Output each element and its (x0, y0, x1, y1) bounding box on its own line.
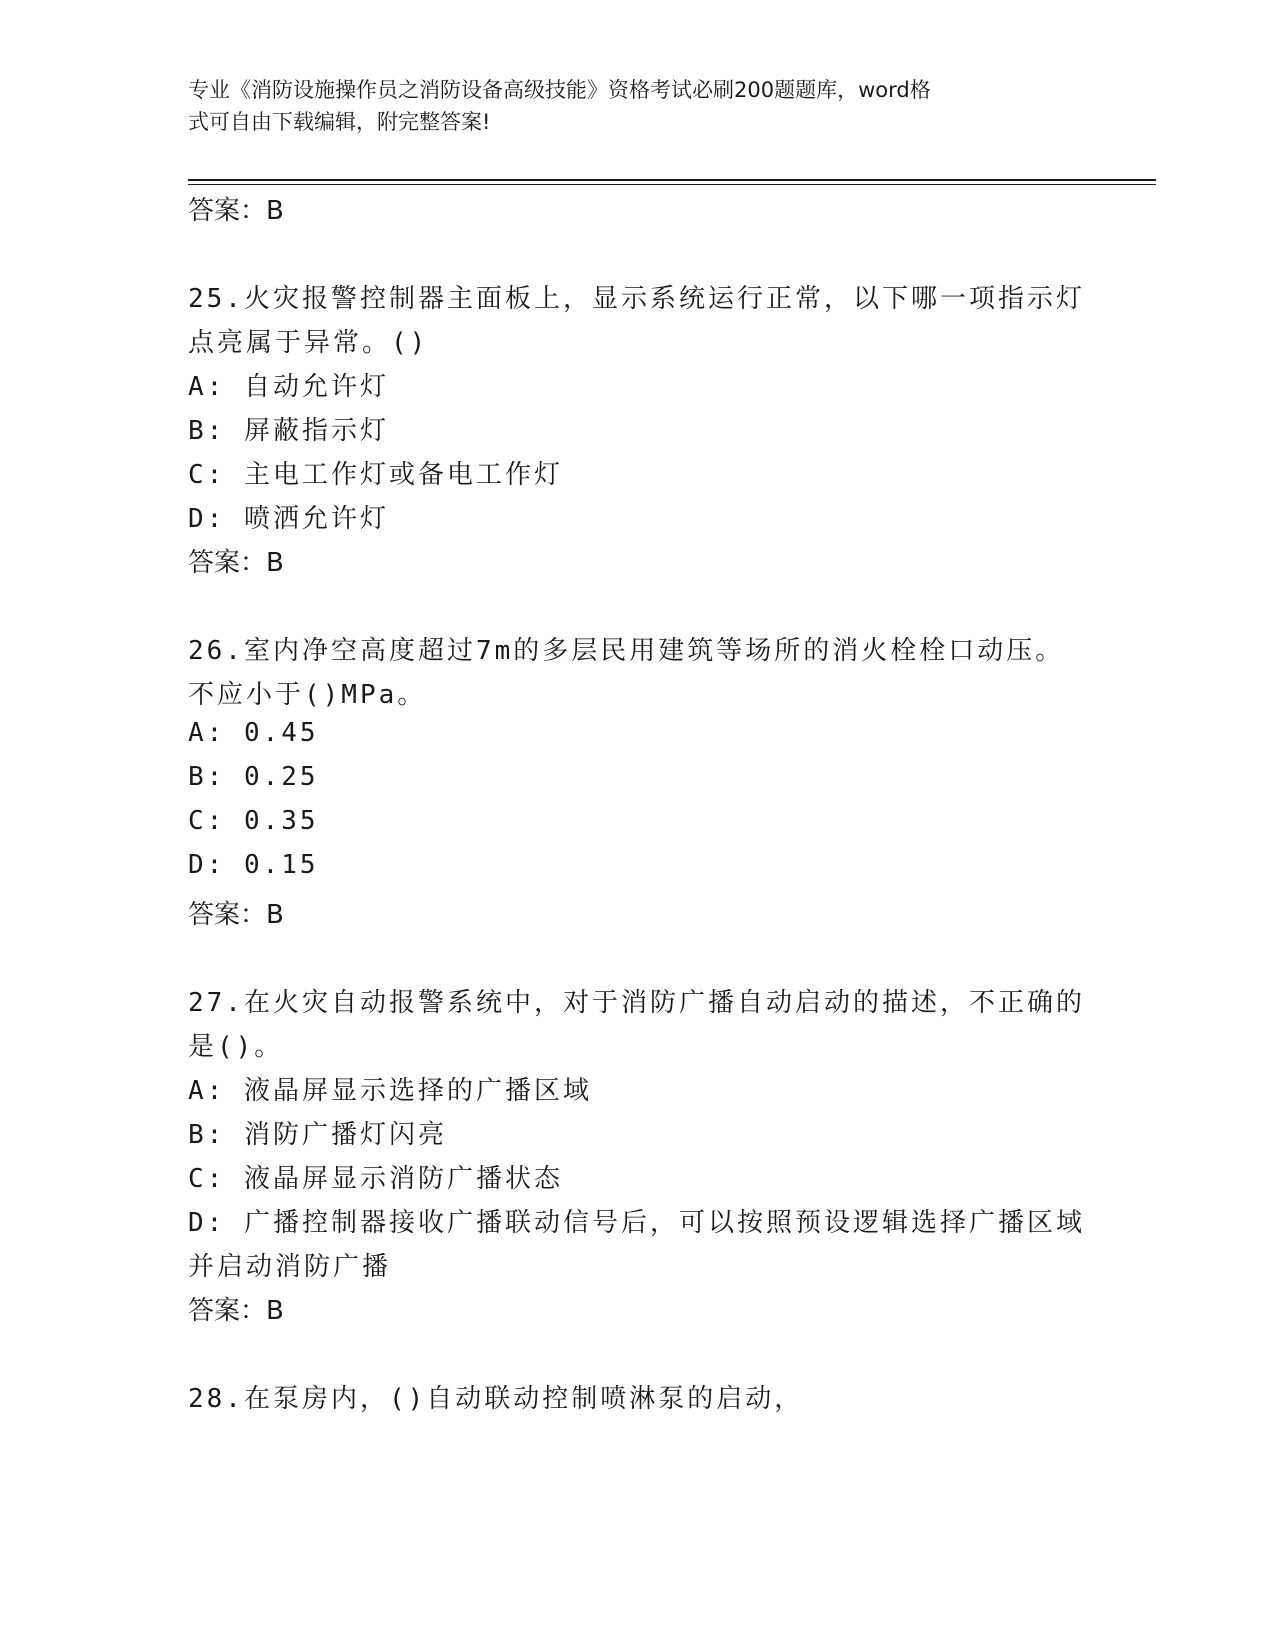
question-27-option-b: B: 消防广播灯闪亮 (188, 1120, 447, 1150)
question-28-text-line-1: 28.在泵房内，()自动联动控制喷淋泵的启动， (188, 1384, 804, 1414)
answer-line: 答案：B (188, 196, 284, 226)
question-27-option-d-line-1: D: 广播控制器接收广播联动信号后，可以按照预设逻辑选择广播区域 (188, 1208, 1085, 1238)
question-26-option-b: B: 0.25 (188, 762, 319, 792)
question-27-text-line-1: 27.在火灾自动报警系统中，对于消防广播自动启动的描述，不正确的 (188, 988, 1085, 1018)
header-rule-thick (188, 179, 1156, 181)
question-25-option-c: C: 主电工作灯或备电工作灯 (188, 460, 563, 490)
header-line-1: 专业《消防设施操作员之消防设备高级技能》资格考试必刷200题题库，word格 (188, 78, 931, 102)
question-25-text-line-1: 25.火灾报警控制器主面板上，显示系统运行正常，以下哪一项指示灯 (188, 284, 1085, 314)
question-27-answer: 答案：B (188, 1296, 284, 1326)
header-rule-thin (188, 184, 1156, 185)
question-27-option-d-line-2: 并启动消防广播 (188, 1252, 392, 1282)
question-26-option-a: A: 0.45 (188, 718, 319, 748)
question-27-option-a: A: 液晶屏显示选择的广播区域 (188, 1076, 592, 1106)
question-26-text-line-2: 不应小于()MPa。 (188, 680, 427, 710)
question-25-option-a: A: 自动允许灯 (188, 372, 389, 402)
question-26-option-d: D: 0.15 (188, 850, 319, 880)
question-27-text-line-2: 是()。 (188, 1032, 284, 1062)
question-25-option-b: B: 屏蔽指示灯 (188, 416, 389, 446)
question-26-text-line-1: 26.室内净空高度超过7m的多层民用建筑等场所的消火栓栓口动压。 (188, 636, 1065, 666)
document-header (188, 74, 1068, 138)
question-25-option-d: D: 喷洒允许灯 (188, 504, 389, 534)
header-line-2: 式可自由下载编辑，附完整答案! (188, 110, 491, 134)
question-27-option-c: C: 液晶屏显示消防广播状态 (188, 1164, 563, 1194)
question-25-text-line-2: 点亮属于异常。() (188, 328, 429, 358)
question-25-answer: 答案：B (188, 548, 284, 578)
question-26-option-c: C: 0.35 (188, 806, 319, 836)
question-26-answer: 答案：B (188, 900, 284, 930)
